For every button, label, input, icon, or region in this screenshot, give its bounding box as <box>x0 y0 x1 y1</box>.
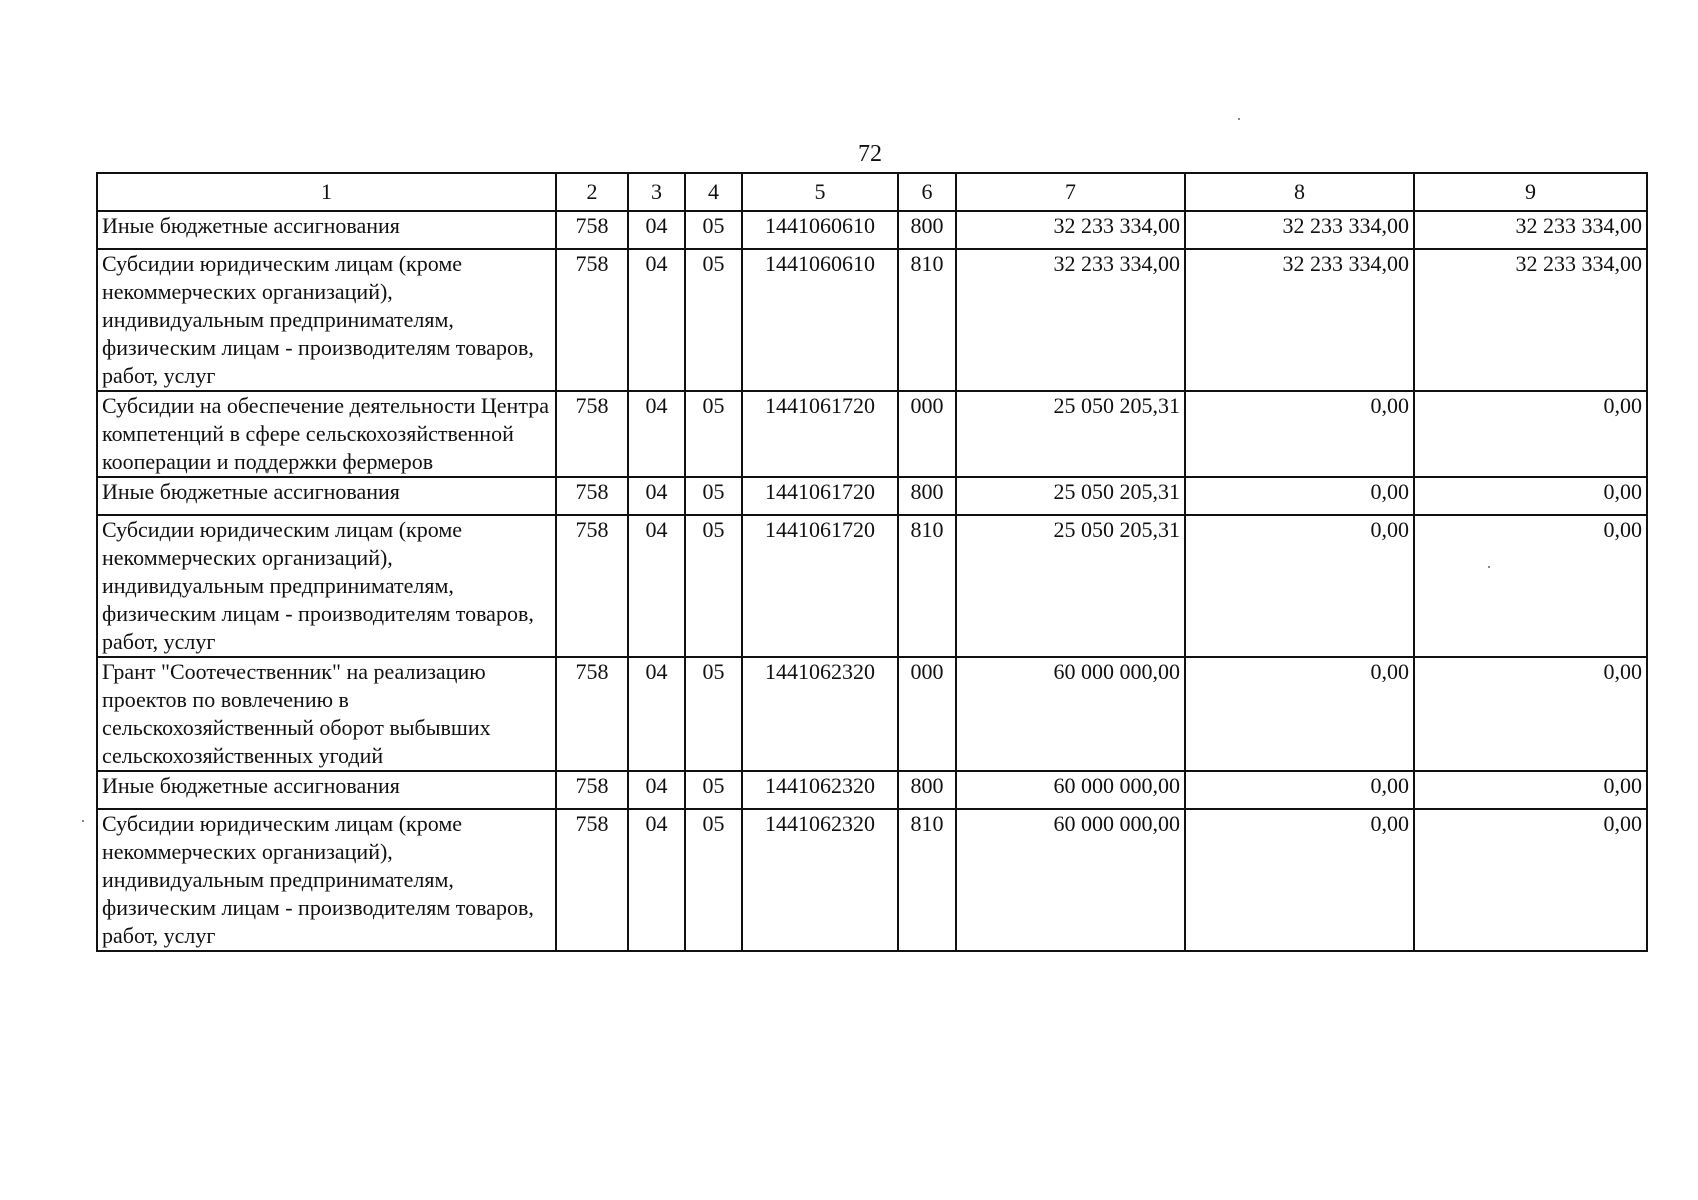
cell-amount: 60 000 000,00 <box>956 809 1185 951</box>
column-header: 7 <box>956 173 1185 211</box>
cell-code: 05 <box>685 391 742 477</box>
cell-code: 04 <box>628 515 685 657</box>
cell-amount: 25 050 205,31 <box>956 391 1185 477</box>
cell-amount: 0,00 <box>1414 771 1647 809</box>
cell-code: 1441062320 <box>742 657 898 771</box>
page-number: 72 <box>858 141 882 167</box>
cell-code: 758 <box>556 391 628 477</box>
cell-amount: 0,00 <box>1185 477 1414 515</box>
row-name: Иные бюджетные ассигнования <box>97 771 556 809</box>
row-name: Грант "Соотечественник" на реализацию проектов по вовлечению в сельскохозяйственный оборот выбывших сельскохозяйственных угодий <box>97 657 556 771</box>
cell-code: 05 <box>685 249 742 391</box>
cell-amount: 0,00 <box>1414 657 1647 771</box>
column-header: 4 <box>685 173 742 211</box>
row-name: Субсидии юридическим лицам (кроме некоммерческих организаций), индивидуальным предпринимателям, физическим лицам - производителям товаров, работ, услуг <box>97 515 556 657</box>
cell-code: 000 <box>898 657 956 771</box>
cell-amount: 32 233 334,00 <box>1185 249 1414 391</box>
cell-code: 05 <box>685 211 742 249</box>
cell-code: 04 <box>628 211 685 249</box>
cell-amount: 0,00 <box>1414 809 1647 951</box>
cell-amount: 25 050 205,31 <box>956 477 1185 515</box>
cell-code: 810 <box>898 515 956 657</box>
cell-code: 05 <box>685 477 742 515</box>
cell-code: 758 <box>556 809 628 951</box>
cell-amount: 60 000 000,00 <box>956 771 1185 809</box>
table-row <box>97 771 1647 809</box>
cell-amount: 0,00 <box>1185 657 1414 771</box>
cell-code: 1441061720 <box>742 477 898 515</box>
cell-code: 800 <box>898 771 956 809</box>
cell-code: 758 <box>556 211 628 249</box>
table-row <box>97 657 1647 771</box>
cell-amount: 0,00 <box>1185 515 1414 657</box>
column-number-row <box>97 173 1647 211</box>
cell-code: 810 <box>898 809 956 951</box>
column-header: 5 <box>742 173 898 211</box>
cell-code: 810 <box>898 249 956 391</box>
row-name: Субсидии юридическим лицам (кроме некоммерческих организаций), индивидуальным предпринимателям, физическим лицам - производителям товаров, работ, услуг <box>97 249 556 391</box>
cell-amount: 32 233 334,00 <box>1414 249 1647 391</box>
cell-code: 04 <box>628 249 685 391</box>
cell-code: 758 <box>556 249 628 391</box>
cell-code: 758 <box>556 771 628 809</box>
cell-amount: 0,00 <box>1185 809 1414 951</box>
row-name: Субсидии на обеспечение деятельности Центра компетенций в сфере сельскохозяйственной кооперации и поддержки фермеров <box>97 391 556 477</box>
cell-code: 758 <box>556 657 628 771</box>
cell-code: 05 <box>685 657 742 771</box>
column-header: 2 <box>556 173 628 211</box>
cell-amount: 32 233 334,00 <box>1185 211 1414 249</box>
cell-code: 05 <box>685 515 742 657</box>
cell-code: 05 <box>685 809 742 951</box>
cell-code: 758 <box>556 477 628 515</box>
cell-code: 04 <box>628 657 685 771</box>
cell-code: 800 <box>898 477 956 515</box>
cell-amount: 60 000 000,00 <box>956 657 1185 771</box>
table-row <box>97 211 1647 249</box>
scan-speck <box>82 820 84 822</box>
cell-code: 1441060610 <box>742 211 898 249</box>
cell-amount: 32 233 334,00 <box>956 211 1185 249</box>
table-row <box>97 477 1647 515</box>
cell-code: 04 <box>628 771 685 809</box>
cell-code: 1441060610 <box>742 249 898 391</box>
column-header: 9 <box>1414 173 1647 211</box>
cell-code: 758 <box>556 515 628 657</box>
cell-amount: 32 233 334,00 <box>956 249 1185 391</box>
column-header: 3 <box>628 173 685 211</box>
cell-code: 04 <box>628 391 685 477</box>
cell-amount: 32 233 334,00 <box>1414 211 1647 249</box>
row-name: Субсидии юридическим лицам (кроме некоммерческих организаций), индивидуальным предпринимателям, физическим лицам - производителям товаров, работ, услуг <box>97 809 556 951</box>
table-row <box>97 809 1647 951</box>
cell-code: 800 <box>898 211 956 249</box>
cell-code: 05 <box>685 771 742 809</box>
cell-amount: 25 050 205,31 <box>956 515 1185 657</box>
column-header: 6 <box>898 173 956 211</box>
scan-speck <box>1238 118 1240 120</box>
column-header: 8 <box>1185 173 1414 211</box>
table-row <box>97 249 1647 391</box>
cell-amount: 0,00 <box>1414 391 1647 477</box>
cell-amount: 0,00 <box>1414 477 1647 515</box>
cell-code: 04 <box>628 809 685 951</box>
column-header: 1 <box>97 173 556 211</box>
budget-table <box>96 172 1648 952</box>
cell-amount: 0,00 <box>1185 771 1414 809</box>
cell-amount: 0,00 <box>1414 515 1647 657</box>
cell-code: 1441062320 <box>742 809 898 951</box>
row-name: Иные бюджетные ассигнования <box>97 477 556 515</box>
cell-code: 1441062320 <box>742 771 898 809</box>
cell-amount: 0,00 <box>1185 391 1414 477</box>
table-row <box>97 515 1647 657</box>
cell-code: 1441061720 <box>742 515 898 657</box>
table-row <box>97 391 1647 477</box>
cell-code: 1441061720 <box>742 391 898 477</box>
cell-code: 000 <box>898 391 956 477</box>
cell-code: 04 <box>628 477 685 515</box>
row-name: Иные бюджетные ассигнования <box>97 211 556 249</box>
